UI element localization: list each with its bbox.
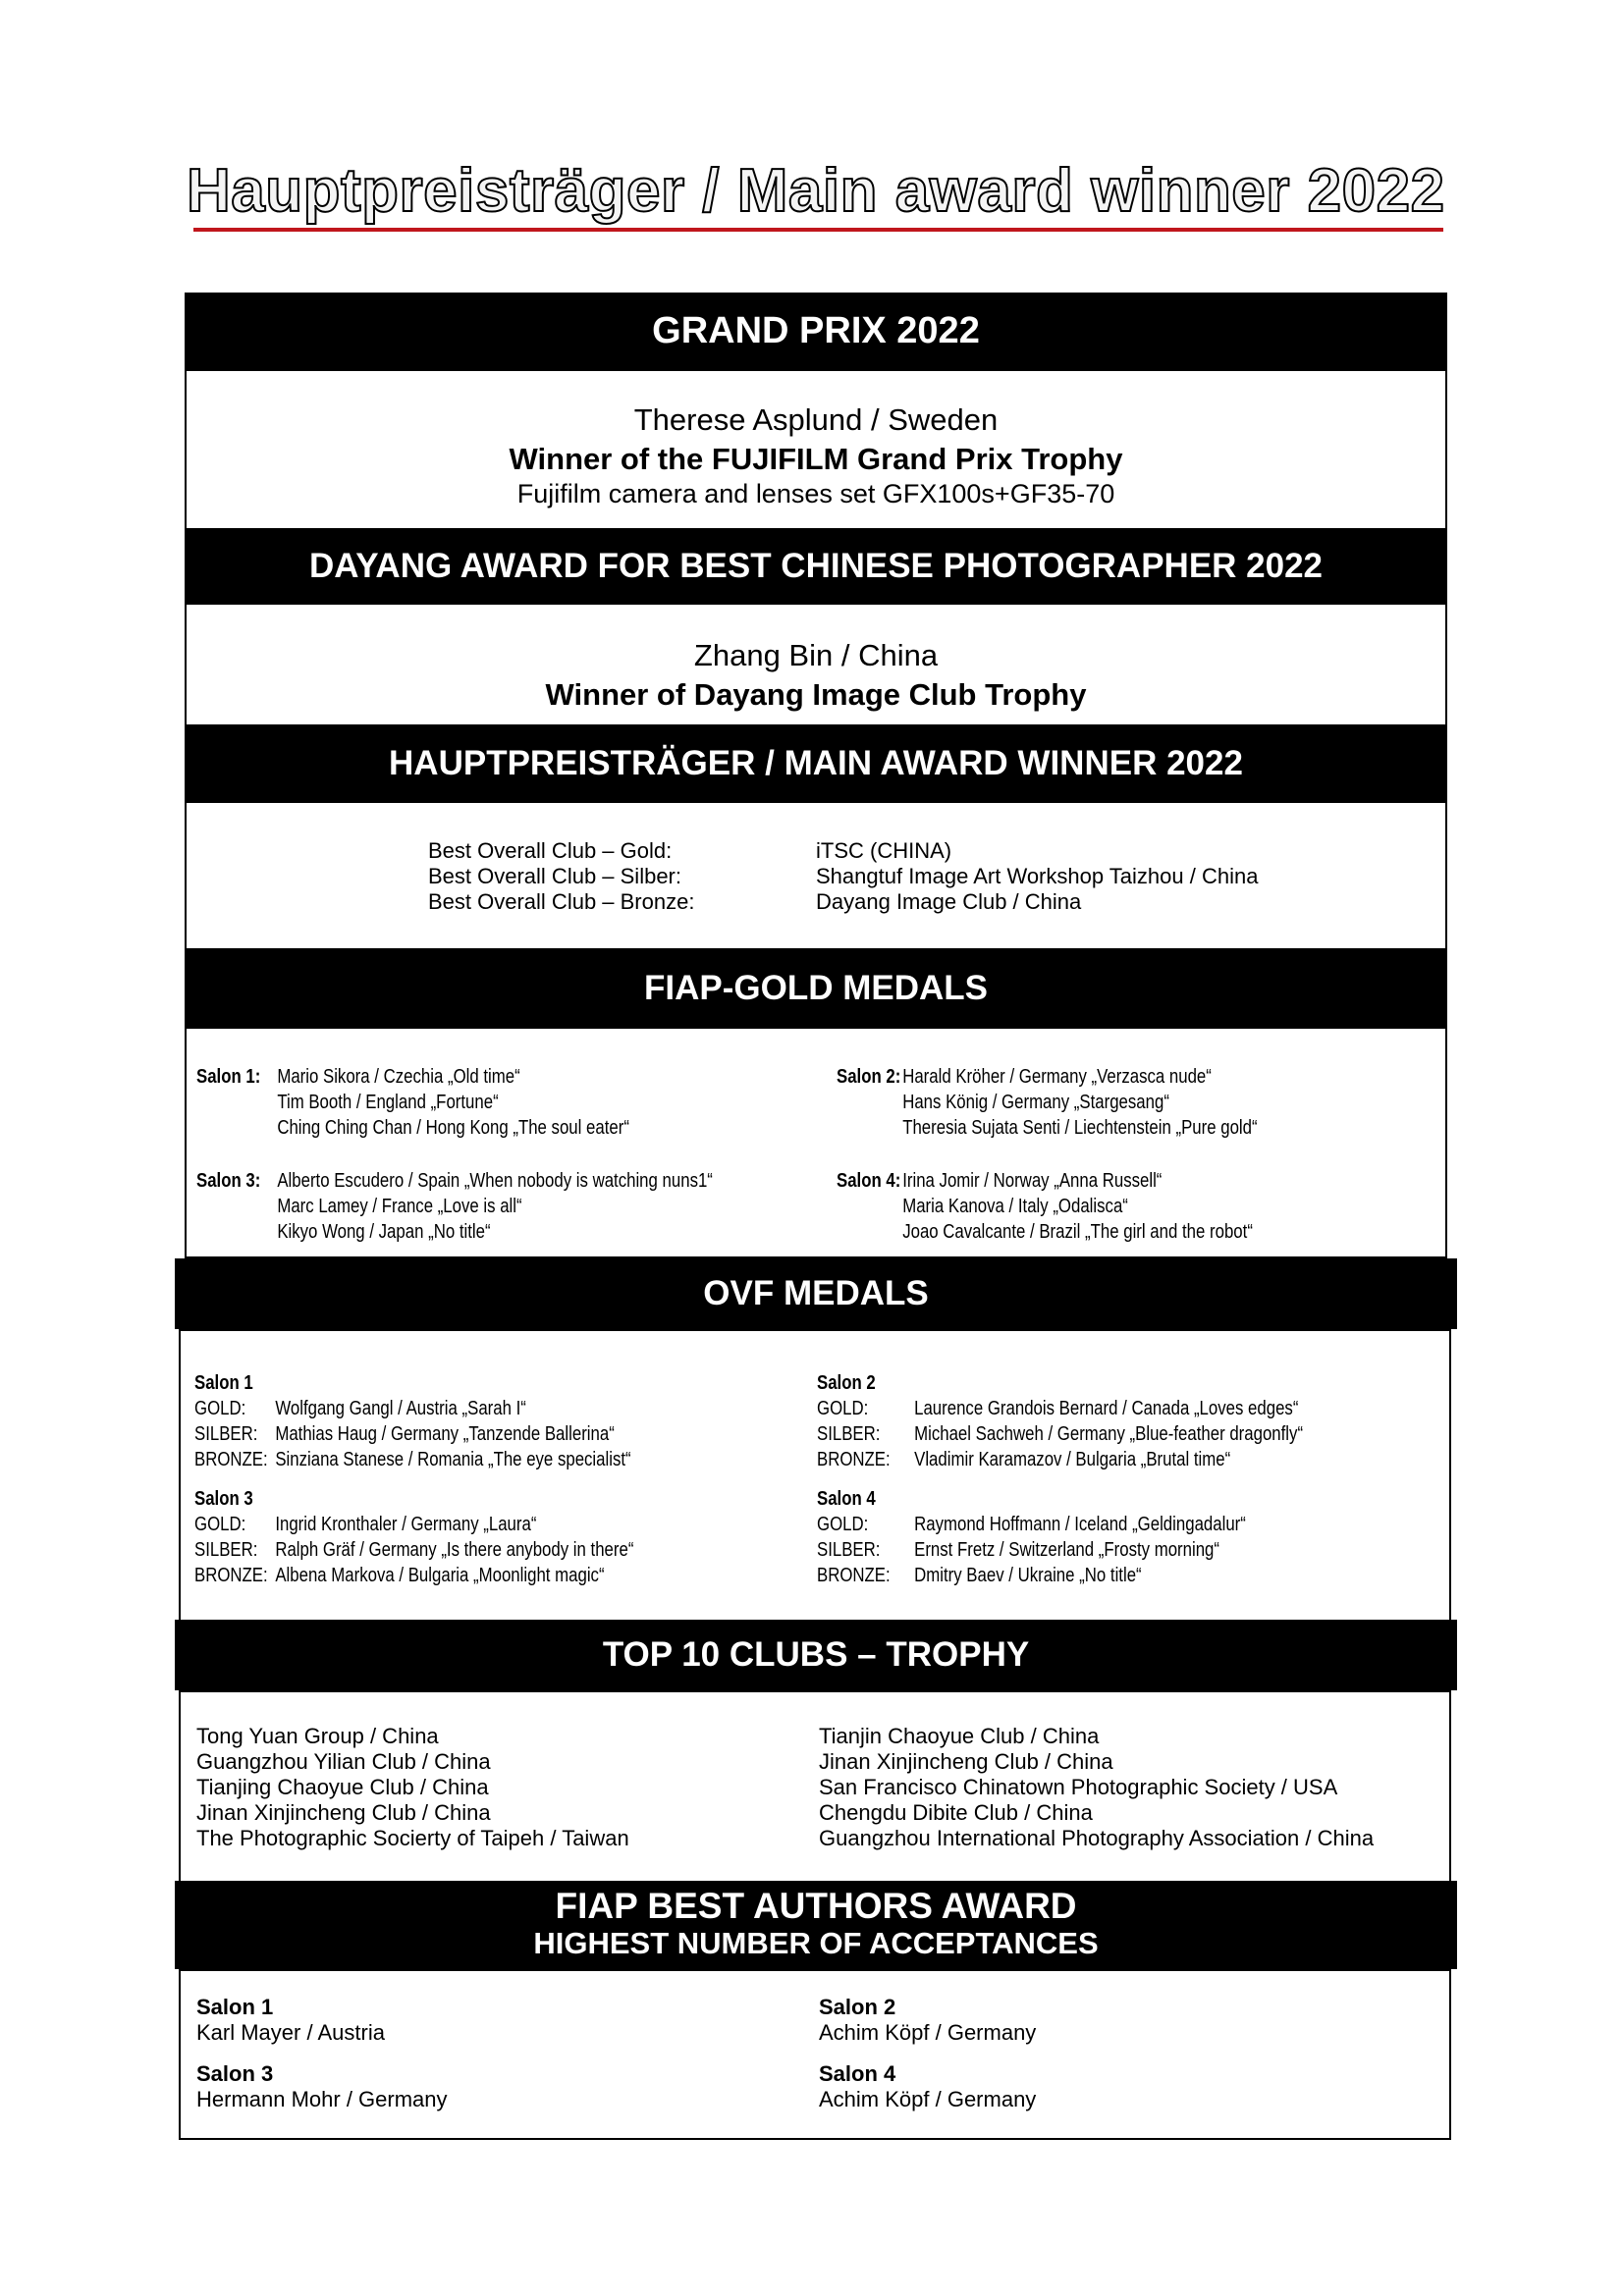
medal-entry: Ernst Fretz / Switzerland „Frosty morning“	[914, 1539, 1219, 1561]
grand-prix-trophy: Winner of the FUJIFILM Grand Prix Trophy	[509, 442, 1123, 476]
ovf-salon-1	[194, 1370, 631, 1472]
main-award-value: Dayang Image Club / China	[816, 889, 1082, 914]
medal-entry: Mario Sikora / Czechia „Old time“	[277, 1066, 520, 1088]
medal-label: GOLD:	[194, 1398, 246, 1419]
medal-label: BRONZE:	[194, 1449, 268, 1470]
fiap-gold-box	[185, 1027, 1447, 1258]
best-authors-heading: FIAP BEST AUTHORS AWARD	[555, 1886, 1077, 1926]
top10-heading: TOP 10 CLUBS – TROPHY	[175, 1620, 1457, 1690]
main-award-label: Best Overall Club – Bronze:	[428, 889, 695, 914]
author-name: Hermann Mohr / Germany	[196, 2087, 448, 2111]
page-title: Hauptpreisträger / Main award winner 2022	[187, 157, 1445, 225]
dayang-winner: Zhang Bin / China	[693, 638, 939, 672]
best-authors-box	[179, 1969, 1451, 2140]
fiap-gold-heading: FIAP-GOLD MEDALS	[185, 950, 1447, 1027]
salon-title: Salon 1	[196, 1995, 274, 2019]
salon-title: Salon 2	[819, 1995, 896, 2019]
medal-label: GOLD:	[817, 1514, 869, 1535]
medal-entry: Alberto Escudero / Spain „When nobody is watching nuns1“	[277, 1170, 713, 1192]
medal-entry: Ralph Gräf / Germany „Is there anybody in there“	[275, 1539, 634, 1561]
salon-label: Salon 3:	[196, 1170, 261, 1192]
salon-title: Salon 3	[194, 1488, 253, 1510]
medal-label: SILBER:	[194, 1423, 258, 1445]
salon-title: Salon 4	[817, 1488, 876, 1510]
salon-label: Salon 4:	[837, 1170, 901, 1192]
medal-entry: Laurence Grandois Bernard / Canada „Loves edges“	[914, 1398, 1299, 1419]
list-item: Guangzhou International Photography Association / China	[819, 1826, 1375, 1850]
best-authors-salon-1	[196, 1995, 385, 2046]
medal-entry: Ching Ching Chan / Hong Kong „The soul eater“	[277, 1117, 629, 1139]
ovf-salon-2	[817, 1370, 1303, 1472]
medal-label: SILBER:	[194, 1539, 258, 1561]
salon-label: Salon 2:	[837, 1066, 901, 1088]
medal-entry: Kikyo Wong / Japan „No title“	[277, 1221, 491, 1243]
list-item: Jinan Xinjincheng Club / China	[196, 1800, 491, 1825]
medal-entry: Mathias Haug / Germany „Tanzende Ballerina“	[275, 1423, 615, 1445]
list-item: Guangzhou Yilian Club / China	[196, 1749, 491, 1774]
grand-prix-winner: Therese Asplund / Sweden	[633, 402, 999, 437]
medal-label: GOLD:	[817, 1398, 869, 1419]
salon-title: Salon 3	[196, 2061, 274, 2086]
author-name: Achim Köpf / Germany	[819, 2020, 1037, 2045]
best-authors-salon-2	[819, 1995, 1036, 2046]
medal-label: SILBER:	[817, 1539, 881, 1561]
author-name: Achim Köpf / Germany	[819, 2087, 1037, 2111]
main-award-label: Best Overall Club – Silber:	[428, 864, 681, 888]
fiap-gold-salon-3	[196, 1168, 713, 1245]
best-authors-salon-3	[196, 2061, 448, 2112]
medal-label: BRONZE:	[194, 1565, 268, 1586]
author-name: Karl Mayer / Austria	[196, 2020, 385, 2045]
medal-entry: Marc Lamey / France „Love is all“	[277, 1196, 522, 1217]
list-item: Jinan Xinjincheng Club / China	[819, 1749, 1113, 1774]
salon-label: Salon 1:	[196, 1066, 261, 1088]
salon-title: Salon 2	[817, 1372, 876, 1394]
medal-entry: Joao Cavalcante / Brazil „The girl and the robot“	[902, 1221, 1253, 1243]
title-underline	[193, 228, 1443, 232]
dayang-box	[185, 603, 1447, 726]
medal-entry: Wolfgang Gangl / Austria „Sarah I“	[275, 1398, 526, 1419]
medal-entry: Hans König / Germany „Stargesang“	[902, 1092, 1169, 1113]
medal-entry: Michael Sachweh / Germany „Blue-feather dragonfly“	[914, 1423, 1304, 1445]
main-award-row	[428, 889, 1258, 915]
main-award-value: Shangtuf Image Art Workshop Taizhou / China	[816, 864, 1259, 888]
medal-entry: Maria Kanova / Italy „Odalisca“	[902, 1196, 1128, 1217]
medal-entry: Ingrid Kronthaler / Germany „Laura“	[275, 1514, 537, 1535]
list-item: Chengdu Dibite Club / China	[819, 1800, 1093, 1825]
list-item: Tianjin Chaoyue Club / China	[819, 1724, 1100, 1748]
medal-entry: Raymond Hoffmann / Iceland „Geldingadalur“	[914, 1514, 1246, 1535]
medal-entry: Sinziana Stanese / Romania „The eye specialist“	[275, 1449, 631, 1470]
dayang-trophy: Winner of Dayang Image Club Trophy	[545, 677, 1087, 712]
medal-entry: Tim Booth / England „Fortune“	[277, 1092, 499, 1113]
fiap-gold-salon-2	[837, 1064, 1258, 1141]
fiap-gold-salon-1	[196, 1064, 629, 1141]
medal-entry: Dmitry Baev / Ukraine „No title“	[914, 1565, 1142, 1586]
medal-entry: Vladimir Karamazov / Bulgaria „Brutal time“	[914, 1449, 1231, 1470]
ovf-box	[179, 1329, 1451, 1622]
list-item: San Francisco Chinatown Photographic Society / USA	[819, 1775, 1338, 1799]
ovf-heading: OVF MEDALS	[175, 1258, 1457, 1329]
ovf-salon-3	[194, 1486, 633, 1588]
main-award-row	[428, 864, 1258, 889]
medal-entry: Theresia Sujata Senti / Liechtenstein „Pure gold“	[902, 1117, 1258, 1139]
medal-label: GOLD:	[194, 1514, 246, 1535]
list-item: Tong Yuan Group / China	[196, 1724, 439, 1748]
main-award-row	[428, 838, 1258, 864]
list-item: The Photographic Socierty of Taipeh / Taiwan	[196, 1826, 629, 1850]
medal-label: BRONZE:	[817, 1449, 891, 1470]
grand-prix-box	[185, 369, 1447, 530]
medal-entry: Harald Kröher / Germany „Verzasca nude“	[902, 1066, 1212, 1088]
top10-right-list	[819, 1724, 1374, 1851]
grand-prix-heading: GRAND PRIX 2022	[185, 293, 1447, 369]
main-award-label: Best Overall Club – Gold:	[428, 838, 673, 863]
dayang-heading: DAYANG AWARD FOR BEST CHINESE PHOTOGRAPHER 2022	[185, 530, 1447, 603]
best-authors-heading-band	[175, 1881, 1457, 1969]
medal-entry: Albena Markova / Bulgaria „Moonlight magic“	[275, 1565, 605, 1586]
medal-label: BRONZE:	[817, 1565, 891, 1586]
top10-box	[179, 1690, 1451, 1883]
grand-prix-prize: Fujifilm camera and lenses set GFX100s+GF35-70	[516, 479, 1115, 508]
ovf-salon-4	[817, 1486, 1246, 1588]
best-authors-salon-4	[819, 2061, 1036, 2112]
salon-title: Salon 1	[194, 1372, 253, 1394]
main-award-box	[185, 801, 1447, 950]
top10-left-list	[196, 1724, 629, 1851]
medal-label: SILBER:	[817, 1423, 881, 1445]
medal-entry: Irina Jomir / Norway „Anna Russell“	[902, 1170, 1163, 1192]
main-award-value: iTSC (CHINA)	[816, 838, 952, 863]
best-authors-subheading: HIGHEST NUMBER OF ACCEPTANCES	[533, 1926, 1099, 1960]
fiap-gold-salon-4	[837, 1168, 1253, 1245]
main-award-heading: HAUPTPREISTRÄGER / MAIN AWARD WINNER 2022	[185, 726, 1447, 801]
salon-title: Salon 4	[819, 2061, 896, 2086]
list-item: Tianjing Chaoyue Club / China	[196, 1775, 489, 1799]
